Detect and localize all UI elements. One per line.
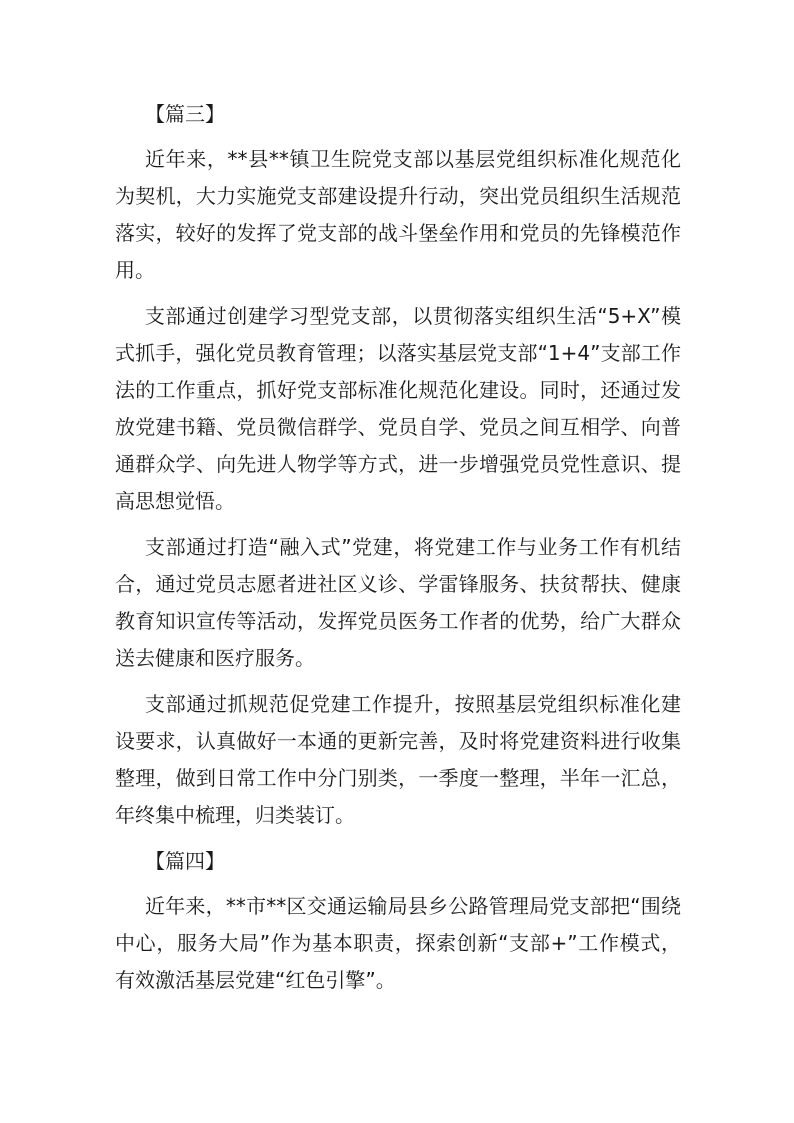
- paragraph: 近年来，**县**镇卫生院党支部以基层党组织标准化规范化为契机，大力实施党支部建设提升行动，突出党员组织生活规范落实，较好的发挥了党支部的战斗堡垒作用和党员的先锋模范作用。: [115, 147, 681, 282]
- section-heading-4: 【篇四】: [145, 849, 225, 873]
- paragraph: 支部通过创建学习型党支部，以贯彻落实组织生活“5+X”模式抓手，强化党员教育管理；以落实基层党支部“1+4”支部工作法的工作重点，抓好党支部标准化规范化建设。同时，还通过发放党建书籍、党员微信群学、党员自学、党员之间互相学、向普通群众学、向先进人物学等方式，进一步增强党员党性意识、提高思想觉悟。: [115, 304, 681, 513]
- section-heading-3: 【篇三】: [145, 102, 225, 126]
- paragraph: 支部通过抓规范促党建工作提升，按照基层党组织标准化建设要求，认真做好一本通的更新完善，及时将党建资料进行收集整理，做到日常工作中分门别类，一季度一整理，半年一汇总，年终集中梳理，归类装订。: [115, 692, 681, 827]
- document-body: [115, 96, 681, 1008]
- paragraph: 支部通过打造“融入式”党建，将党建工作与业务工作有机结合，通过党员志愿者进社区义诊、学雷锋服务、扶贫帮扶、健康教育知识宣传等活动，发挥党员医务工作者的优势，给广大群众送去健康和医疗服务。: [115, 535, 681, 670]
- paragraph: 近年来，**市**区交通运输局县乡公路管理局党支部把“围绕中心，服务大局”作为基本职责，探索创新“支部+”工作模式，有效激活基层党建“红色引擎”。: [115, 894, 681, 992]
